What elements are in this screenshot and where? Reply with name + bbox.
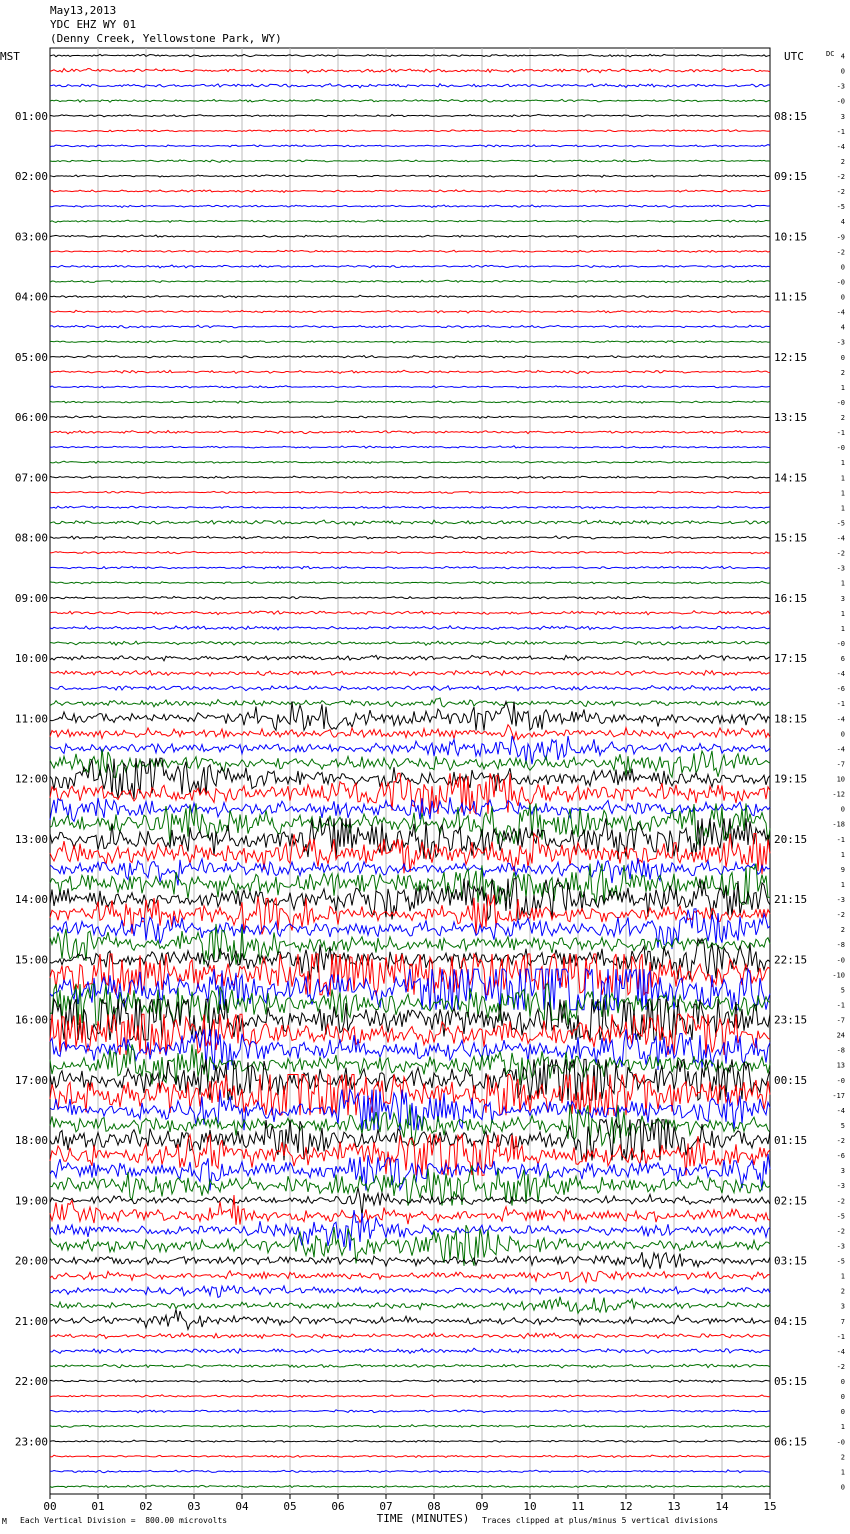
- dc-offset-label: 2: [840, 157, 845, 166]
- trace-row: [50, 1485, 770, 1487]
- trace-row: [50, 758, 770, 799]
- left-timezone-label: MST: [0, 50, 20, 63]
- scale-note: Each Vertical Division = 800.00 microvolts: [20, 1516, 228, 1525]
- dc-offset-label: -4: [836, 534, 845, 543]
- dc-offset-label: 5: [840, 1121, 845, 1130]
- trace-row: [50, 686, 770, 691]
- trace-row: [50, 698, 770, 707]
- dc-offset-label: 0: [840, 67, 845, 76]
- dc-offset-label: -1: [836, 1332, 845, 1341]
- dc-offset-label: -12: [832, 790, 845, 799]
- dc-offset-label: -4: [836, 1347, 845, 1356]
- dc-offset-label: -4: [836, 670, 845, 679]
- dc-offset-label: -2: [836, 173, 845, 182]
- trace-row: [50, 725, 770, 740]
- dc-offset-label: -2: [836, 1197, 845, 1206]
- dc-offset-label: 1: [840, 609, 845, 618]
- hour-label-mst: 03:00: [14, 230, 48, 244]
- trace-row: [50, 879, 770, 920]
- hour-label-utc: 23:15: [774, 1013, 808, 1027]
- trace-row: [50, 310, 770, 313]
- trace-row: [50, 220, 770, 222]
- x-tick-label: 01: [91, 1500, 105, 1513]
- trace-row: [50, 506, 770, 509]
- hour-label-utc: 21:15: [774, 893, 808, 907]
- x-tick-label: 09: [475, 1500, 489, 1513]
- hour-label-utc: 12:15: [774, 350, 808, 364]
- dc-offset-label: 24: [836, 1031, 845, 1040]
- dc-offset-label: -10: [832, 971, 845, 980]
- hour-label-utc: 05:15: [774, 1375, 808, 1389]
- dc-offset-label: 2: [840, 926, 845, 935]
- hour-label-mst: 15:00: [14, 953, 48, 967]
- dc-offset-label: -0: [836, 97, 845, 106]
- dc-offset-label: -3: [836, 1242, 845, 1251]
- dc-offset-label: -6: [836, 1152, 845, 1161]
- hour-label-utc: 09:15: [774, 170, 808, 184]
- trace-row: [50, 670, 770, 676]
- hour-label-utc: 17:15: [774, 652, 808, 666]
- trace-row: [50, 566, 770, 569]
- trace-row: [50, 235, 770, 237]
- dc-offset-label: 2: [840, 414, 845, 423]
- trace-row: [50, 431, 770, 434]
- hour-label-mst: 20:00: [14, 1254, 48, 1268]
- dc-offset-label: -4: [836, 745, 845, 754]
- hour-label-mst: 01:00: [14, 109, 48, 123]
- trace-row: [50, 1410, 770, 1413]
- trace-row: [50, 655, 770, 661]
- dc-offset-label: -9: [836, 233, 845, 242]
- hour-label-utc: 02:15: [774, 1194, 808, 1208]
- trace-row: [50, 749, 770, 778]
- dc-offset-label: -2: [836, 1137, 845, 1146]
- dc-offset-label: 0: [840, 293, 845, 302]
- hour-label-utc: 06:15: [774, 1435, 808, 1449]
- hour-label-mst: 19:00: [14, 1194, 48, 1208]
- trace-row: [50, 773, 770, 814]
- trace-row: [50, 69, 770, 74]
- hour-label-utc: 19:15: [774, 772, 808, 786]
- dc-offset-label: 9: [840, 865, 845, 874]
- hour-label-utc: 18:15: [774, 712, 808, 726]
- trace-row: [50, 99, 770, 102]
- plot-frame: [50, 48, 770, 1494]
- dc-offset-label: 3: [840, 112, 845, 121]
- trace-row: [50, 446, 770, 449]
- dc-offset-label: 2: [840, 368, 845, 377]
- title-date: May13,2013: [50, 4, 117, 17]
- dc-offset-label: 1: [840, 474, 845, 483]
- trace-row: [50, 491, 770, 493]
- dc-offset-label: -2: [836, 188, 845, 197]
- x-tick-label: 12: [619, 1500, 633, 1513]
- dc-offset-label: -18: [832, 820, 845, 829]
- dc-offset-label: -1: [836, 429, 845, 438]
- dc-offset-label: -7: [836, 1016, 845, 1025]
- dc-offset-label: -3: [836, 564, 845, 573]
- trace-row: [50, 1188, 770, 1216]
- hour-label-utc: 00:15: [774, 1073, 808, 1087]
- trace-row: [50, 1364, 770, 1368]
- trace-row: [50, 818, 770, 859]
- trace-row: [50, 1286, 770, 1298]
- dc-offset-label: -4: [836, 715, 845, 724]
- hour-label-utc: 14:15: [774, 471, 808, 485]
- dc-offset-label: 1: [840, 624, 845, 633]
- hour-label-utc: 22:15: [774, 953, 808, 967]
- dc-offset-label: -3: [836, 82, 845, 91]
- dc-offset-label: -3: [836, 1182, 845, 1191]
- dc-offset-label: 1: [840, 489, 845, 498]
- dc-offset-label: -17: [832, 1091, 845, 1100]
- hour-label-mst: 22:00: [14, 1375, 48, 1389]
- dc-offset-label: -1: [836, 700, 845, 709]
- dc-offset-label: 3: [840, 1302, 845, 1311]
- hour-label-utc: 20:15: [774, 832, 808, 846]
- trace-row: [50, 626, 770, 630]
- trace-row: [50, 341, 770, 343]
- hour-label-utc: 03:15: [774, 1254, 808, 1268]
- trace-row: [50, 386, 770, 388]
- dc-offset-label: 0: [840, 805, 845, 814]
- dc-offset-label: 0: [840, 353, 845, 362]
- dc-offset-label: 4: [840, 323, 845, 332]
- trace-row: [50, 54, 770, 57]
- dc-offset-label: 1: [840, 1423, 845, 1432]
- dc-offset-label: -1: [836, 1001, 845, 1010]
- hour-label-mst: 12:00: [14, 772, 48, 786]
- x-tick-label: 00: [43, 1500, 57, 1513]
- hour-label-utc: 10:15: [774, 230, 808, 244]
- hour-label-utc: 15:15: [774, 531, 808, 545]
- hour-label-utc: 13:15: [774, 411, 808, 425]
- dc-offset-label: -6: [836, 685, 845, 694]
- trace-row: [50, 1252, 770, 1269]
- dc-offset-label: 3: [840, 594, 845, 603]
- hour-label-mst: 05:00: [14, 350, 48, 364]
- dc-offset-label: -2: [836, 248, 845, 257]
- trace-row: [50, 551, 770, 554]
- trace-row: [50, 1297, 770, 1314]
- trace-row: [50, 401, 770, 403]
- trace-row: [50, 190, 770, 193]
- hour-label-mst: 17:00: [14, 1073, 48, 1087]
- x-tick-label: 11: [571, 1500, 585, 1513]
- dc-offset-label: -8: [836, 941, 845, 950]
- trace-row: [50, 1348, 770, 1353]
- trace-row: [50, 611, 770, 615]
- dc-offset-label: -0: [836, 398, 845, 407]
- x-tick-label: 15: [763, 1500, 777, 1513]
- hour-label-utc: 01:15: [774, 1134, 808, 1148]
- dc-offset-label: -0: [836, 278, 845, 287]
- dc-offset-label: 1: [840, 504, 845, 513]
- clip-note: Traces clipped at plus/minus 5 vertical divisions: [482, 1516, 719, 1525]
- trace-row: [50, 1425, 770, 1428]
- trace-row: [50, 84, 770, 88]
- dc-offset-label: -1: [836, 835, 845, 844]
- trace-row: [50, 1271, 770, 1283]
- x-tick-label: 04: [235, 1500, 249, 1513]
- hour-label-mst: 04:00: [14, 290, 48, 304]
- x-axis-label: TIME (MINUTES): [376, 1512, 470, 1525]
- hour-label-mst: 18:00: [14, 1134, 48, 1148]
- title-location: (Denny Creek, Yellowstone Park, WY): [50, 32, 282, 45]
- dc-offset-label: 13: [836, 1061, 845, 1070]
- dc-offset-label: 1: [840, 850, 845, 859]
- dc-offset-label: 3: [840, 1167, 845, 1176]
- hour-label-mst: 08:00: [14, 531, 48, 545]
- x-tick-label: 02: [139, 1500, 153, 1513]
- dc-offset-label: 4: [840, 52, 845, 61]
- hour-label-utc: 08:15: [774, 109, 808, 123]
- dc-offset-label: 5: [840, 986, 845, 995]
- right-timezone-label: UTC: [784, 50, 804, 63]
- corner-mark: M: [2, 1517, 7, 1526]
- trace-row: [50, 416, 770, 419]
- hour-label-utc: 11:15: [774, 290, 808, 304]
- dc-offset-label: 4: [840, 218, 845, 227]
- hour-label-mst: 14:00: [14, 893, 48, 907]
- dc-offset-label: -2: [836, 911, 845, 920]
- dc-offset-label: 0: [840, 1378, 845, 1387]
- dc-offset-label: -8: [836, 1046, 845, 1055]
- dc-offset-label: 1: [840, 1468, 845, 1477]
- trace-row: [50, 536, 770, 539]
- trace-row: [50, 145, 770, 147]
- dc-offset-label: 7: [840, 1317, 845, 1326]
- dc-offset-label: -0: [836, 1438, 845, 1447]
- dc-offset-label: -4: [836, 308, 845, 317]
- dc-offset-label: 2: [840, 1287, 845, 1296]
- dc-offset-label: -0: [836, 444, 845, 453]
- trace-row: [50, 160, 770, 163]
- x-tick-label: 14: [715, 1500, 729, 1513]
- trace-row: [50, 250, 770, 252]
- x-tick-label: 10: [523, 1500, 537, 1513]
- x-tick-label: 07: [379, 1500, 393, 1513]
- trace-row: [50, 520, 770, 525]
- trace-row: [50, 130, 770, 132]
- trace-row: [50, 370, 770, 373]
- dc-offset-label: 0: [840, 1408, 845, 1417]
- hour-label-mst: 02:00: [14, 170, 48, 184]
- trace-row: [50, 205, 770, 208]
- trace-row: [50, 175, 770, 177]
- dc-offset-label: -2: [836, 1227, 845, 1236]
- trace-row: [50, 581, 770, 583]
- dc-offset-label: 0: [840, 730, 845, 739]
- dc-offset-label: -5: [836, 1257, 845, 1266]
- dc-offset-label: 0: [840, 1483, 845, 1492]
- dc-offset-label: 1: [840, 459, 845, 468]
- dc-offset-label: -7: [836, 760, 845, 769]
- hour-label-mst: 23:00: [14, 1435, 48, 1449]
- hour-label-mst: 10:00: [14, 652, 48, 666]
- hour-label-utc: 16:15: [774, 591, 808, 605]
- trace-row: [50, 1309, 770, 1329]
- trace-row: [50, 114, 770, 117]
- dc-offset-label: 2: [840, 1453, 845, 1462]
- trace-row: [50, 461, 770, 463]
- dc-offset-label: 1: [840, 383, 845, 392]
- dc-offset-label: -0: [836, 639, 845, 648]
- trace-row: [50, 325, 770, 328]
- hour-label-mst: 13:00: [14, 832, 48, 846]
- dc-offset-label: -5: [836, 519, 845, 528]
- dc-offset-label: -0: [836, 1076, 845, 1085]
- dc-offset-label: 0: [840, 1393, 845, 1402]
- x-tick-label: 03: [187, 1500, 201, 1513]
- dc-offset-label: 1: [840, 579, 845, 588]
- dc-offset-label: -3: [836, 338, 845, 347]
- trace-row: [50, 1440, 770, 1442]
- hour-label-mst: 16:00: [14, 1013, 48, 1027]
- x-tick-label: 05: [283, 1500, 297, 1513]
- hour-label-mst: 07:00: [14, 471, 48, 485]
- trace-row: [50, 295, 770, 298]
- dc-offset-label: -1: [836, 127, 845, 136]
- dc-offset-label: -5: [836, 1212, 845, 1221]
- hour-label-mst: 21:00: [14, 1314, 48, 1328]
- x-tick-label: 06: [331, 1500, 345, 1513]
- dc-offset-label: 1: [840, 880, 845, 889]
- x-tick-label: 13: [667, 1500, 681, 1513]
- trace-row: [50, 476, 770, 479]
- trace-row: [50, 265, 770, 268]
- trace-row: [50, 280, 770, 283]
- trace-row: [50, 596, 770, 599]
- title-station: YDC EHZ WY 01: [50, 18, 137, 31]
- hour-label-mst: 11:00: [14, 712, 48, 726]
- hour-label-utc: 04:15: [774, 1314, 808, 1328]
- hour-label-mst: 09:00: [14, 591, 48, 605]
- trace-row: [50, 356, 770, 359]
- dc-offset-label: -3: [836, 896, 845, 905]
- x-tick-label: 08: [427, 1500, 441, 1513]
- dc-offset-label: -2: [836, 1362, 845, 1371]
- dc-offset-label: 10: [836, 775, 845, 784]
- trace-row: [50, 1395, 770, 1398]
- trace-row: [50, 1470, 770, 1473]
- trace-row: [50, 641, 770, 645]
- dc-offset-label: 6: [840, 655, 845, 664]
- dc-offset-label: -0: [836, 956, 845, 965]
- dc-offset-label: -4: [836, 1106, 845, 1115]
- dc-offset-label: -4: [836, 142, 845, 151]
- dc-offset-label: -2: [836, 549, 845, 558]
- trace-row: [50, 736, 770, 764]
- dc-offset-label: 1: [840, 1272, 845, 1281]
- trace-row: [50, 1333, 770, 1339]
- hour-label-mst: 06:00: [14, 411, 48, 425]
- trace-row: [50, 1380, 770, 1383]
- dc-header-label: DC: [826, 50, 835, 58]
- dc-offset-label: 0: [840, 263, 845, 272]
- dc-offset-label: -5: [836, 203, 845, 212]
- trace-row: [50, 1455, 770, 1457]
